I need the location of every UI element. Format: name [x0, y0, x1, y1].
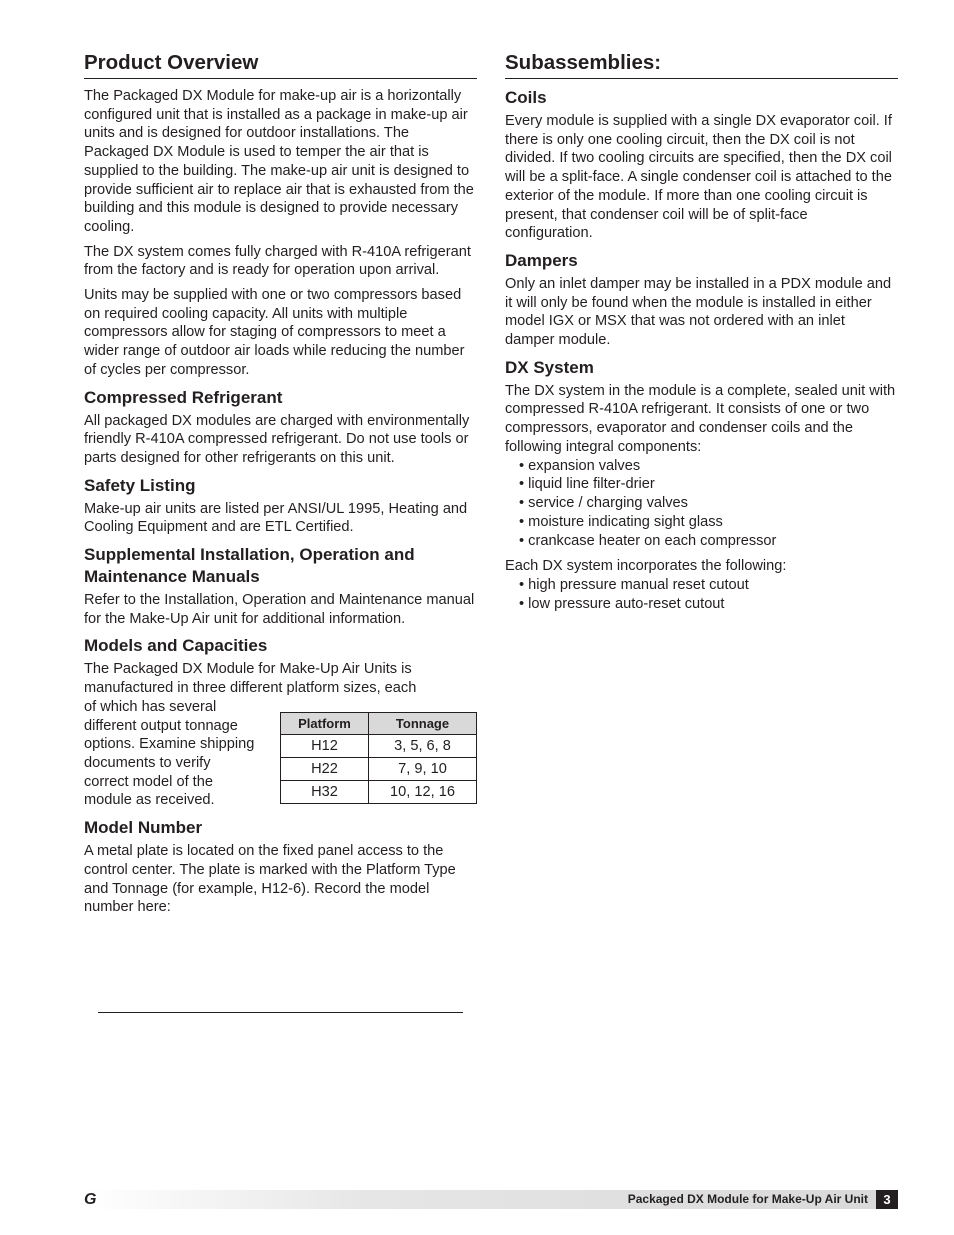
list-item: • moisture indicating sight glass	[519, 513, 898, 532]
greenheck-logo-icon: G	[84, 1191, 97, 1208]
page-number: 3	[876, 1190, 898, 1209]
model-number-heading: Model Number	[84, 818, 203, 838]
list-item: • expansion valves	[519, 457, 898, 476]
overview-paragraph-3: Units may be supplied with one or two compressors based on required cooling capacity. All units with multiple compressors allow for staging of compressors to meet a wider range of outdoor air loads while reducing the number of cycles per compressor.	[84, 287, 465, 378]
subassemblies-heading: Subassemblies:	[505, 50, 898, 79]
models-capacities-heading: Models and Capacities	[84, 636, 268, 656]
dx-system-heading: DX System	[505, 357, 594, 377]
table-row	[281, 781, 477, 804]
supplemental-manuals-heading: Supplemental Installation, Operation and Maintenance Manuals	[84, 545, 415, 587]
overview-paragraph-2: The DX system comes fully charged with R-410A refrigerant from the factory and is ready for operation upon arrival.	[84, 243, 471, 279]
dx-cutouts-list	[505, 576, 898, 614]
models-intro-paragraph: The Packaged DX Module for Make-Up Air Units is manufactured in three different platform sizes, each	[84, 661, 417, 697]
model-number-entry-line	[98, 1012, 463, 1013]
platform-column-header: Platform	[281, 713, 369, 735]
compressed-refrigerant-heading: Compressed Refrigerant	[84, 387, 283, 407]
dx-components-list	[505, 457, 898, 552]
platform-cell: H32	[281, 781, 369, 804]
list-item: • service / charging valves	[519, 494, 898, 513]
supplemental-paragraph: Refer to the Installation, Operation and Maintenance manual for the Make-Up Air unit for additional information.	[84, 592, 475, 627]
product-overview-heading: Product Overview	[84, 50, 477, 79]
dx-system-paragraph: The DX system in the module is a complete, sealed unit with compressed R-410A refrigerant. It consists of one or two compressors, evaporator and condenser coils and the following integral components:	[505, 382, 896, 455]
platform-tonnage-table	[280, 712, 477, 804]
right-column	[505, 50, 898, 620]
tonnage-cell: 7, 9, 10	[369, 758, 477, 781]
platform-cell: H22	[281, 758, 369, 781]
list-item: • high pressure manual reset cutout	[519, 576, 898, 595]
coils-paragraph: Every module is supplied with a single DX evaporator coil. If there is only one cooling circuit, then the DX coil is not divided. If two cooling circuits are specified, then the DX coil will be a split-face. A single condenser coil is attached to the exterior of the module. If more than one cooling circuit is present, that condenser coil will be of split-face configuration.	[505, 113, 892, 242]
list-item: • liquid line filter-drier	[519, 475, 898, 494]
tonnage-column-header: Tonnage	[369, 713, 477, 735]
safety-paragraph: Make-up air units are listed per ANSI/UL 1995, Heating and Cooling Equipment and are ETL Certified.	[84, 500, 468, 536]
tonnage-cell: 10, 12, 16	[369, 781, 477, 804]
models-section	[84, 660, 477, 810]
left-column	[84, 50, 477, 923]
coils-heading: Coils	[505, 88, 547, 107]
platform-cell: H12	[281, 735, 369, 758]
refrigerant-paragraph: All packaged DX modules are charged with environmentally friendly R-410A compressed refrigerant. Do not use tools or parts designed for other refrigerants on this unit.	[84, 412, 470, 466]
safety-listing-heading: Safety Listing	[84, 475, 196, 495]
list-item: • low pressure auto-reset cutout	[519, 595, 898, 614]
table-header-row	[281, 713, 477, 735]
page-footer	[84, 1190, 898, 1209]
table-row	[281, 735, 477, 758]
dx-incorporates-paragraph: Each DX system incorporates the following:	[505, 558, 787, 575]
dampers-heading: Dampers	[505, 250, 578, 270]
models-rest-paragraph: of which has several different output tonnage options. Examine shipping documents to verify correct model of the module as received.	[84, 698, 255, 809]
model-number-paragraph: A metal plate is located on the fixed panel access to the control center. The plate is marked with the Platform Type and Tonnage (for example, H12-6). Record the model number here:	[84, 843, 456, 916]
tonnage-cell: 3, 5, 6, 8	[369, 735, 477, 758]
dampers-paragraph: Only an inlet damper may be installed in a PDX module and it will only be found when the module is installed in either model IGX or MSX that was not ordered with an inlet damper module.	[505, 275, 892, 349]
footer-document-title: Packaged DX Module for Make-Up Air Unit	[627, 1192, 868, 1206]
overview-paragraph-1: The Packaged DX Module for make-up air is a horizontally configured unit that is installed as a package in make-up air units and is designed for outdoor installations. The Packaged DX Module is used to temper the air that is supplied to the building. The make-up air unit is designed to provide sufficient air to replace air that is exhausted from the building and this module is designed to provide necessary cooling.	[84, 88, 474, 235]
list-item: • crankcase heater on each compressor	[519, 532, 898, 551]
table-row	[281, 758, 477, 781]
